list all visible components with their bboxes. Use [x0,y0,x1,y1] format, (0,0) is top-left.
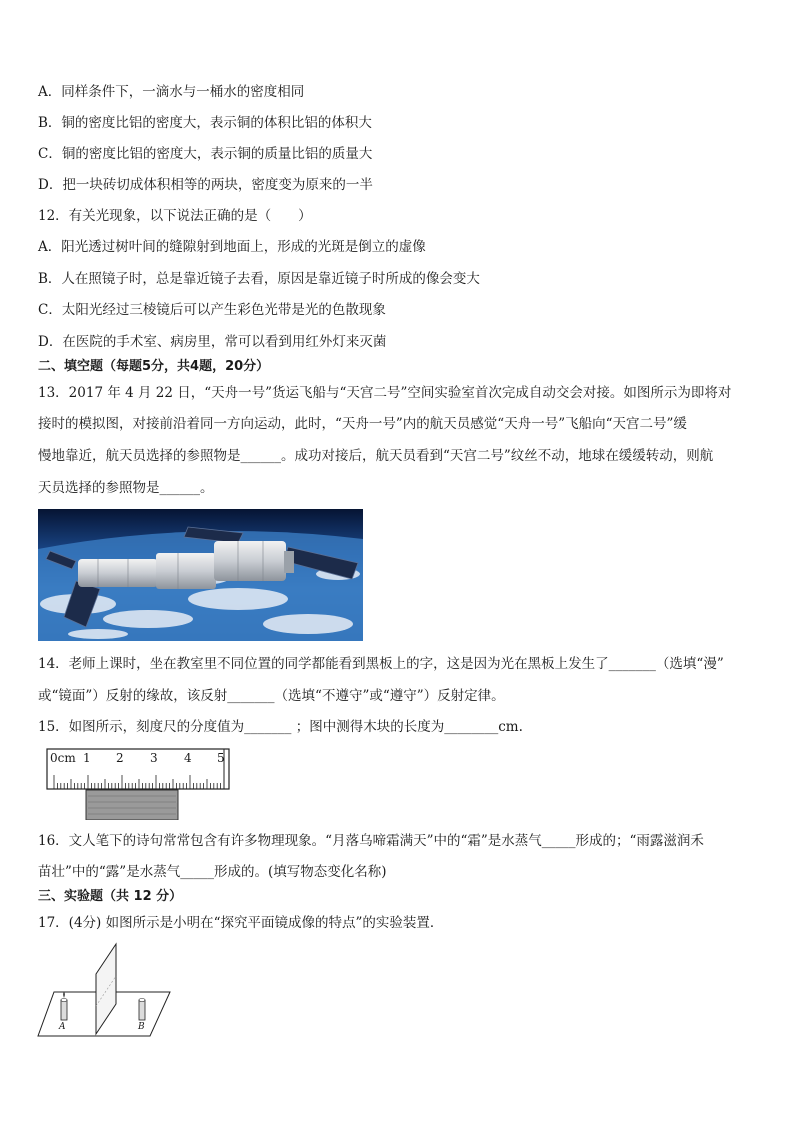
q12-option-b: B．人在照镜子时，总是靠近镜子去看，原因是靠近镜子时所成的像会变大 [38,271,480,287]
candle-b [139,1000,145,1020]
ruler-figure [46,748,232,820]
plane-mirror-drawing [36,942,176,1042]
ruler-label-5: 5 [217,751,225,765]
q13-line-3: 慢地靠近，航天员选择的参照物是______。成功对接后，航天员看到“天宫二号”纹丝不动，地球在缓缓转动，则航 [38,448,714,464]
plane-mirror-figure [36,942,176,1042]
candle-a-top [61,999,67,1002]
q17-stem: 17．(4分) 如图所示是小明在“探究平面镜成像的特点”的实验装置． [38,915,444,931]
q11-option-c: C．铜的密度比铝的密度大，表示铜的质量比铝的质量大 [38,146,373,162]
ruler-label-2: 2 [116,751,124,765]
q14-line-2: 或“镜面”）反射的缘故，该反射_______（选填“不遵守”或“遵守”）反射定律。 [38,688,505,704]
spacecraft-docking-image [38,509,363,641]
q14-line-1: 14．老师上课时，坐在教室里不同位置的同学都能看到黑板上的字，这是因为光在黑板上发生了_______（选填“漫” [38,656,724,672]
ruler-label-1: 1 [83,751,91,765]
label-a: A [59,1022,66,1032]
candle-b-top [139,999,145,1002]
q12-stem: 12．有关光现象，以下说法正确的是（ ） [38,208,312,224]
docking-module [156,553,216,589]
q12-option-c: C．太阳光经过三棱镜后可以产生彩色光带是光的色散现象 [38,302,386,318]
tiangong-module [214,541,286,581]
label-b: B [138,1022,145,1032]
candle-a [61,1000,67,1020]
section-fill-blank-title: 二、填空题（每题5分，共4题，20分） [38,359,270,374]
ruler-label-0: 0cm [50,751,76,765]
q12-option-a: A．阳光透过树叶间的缝隙射到地面上，形成的光斑是倒立的虚像 [38,239,426,255]
q13-line-1: 13．2017 年 4 月 22 日，“天舟一号”货运飞船与“天宫二号”空间实验室首次完成自动交会对接。如图所示为即将对 [38,385,732,401]
tianzhou-module [78,559,158,587]
ruler-label-4: 4 [184,751,192,765]
q12-option-d: D．在医院的手术室、病房里，常可以看到用红外灯来灭菌 [38,334,387,350]
q15-stem: 15．如图所示，刻度尺的分度值为_______ ；图中测得木块的长度为________cm. [38,719,523,735]
module-end-cap [284,551,294,573]
q13-line-2: 接时的模拟图，对接前沿着同一方向运动，此时，“天舟一号”内的航天员感觉“天舟一号”飞船向“天宫二号”缓 [38,416,687,432]
glass-plate [96,944,116,1034]
q16-line-2: 苗壮”中的“露”是水蒸气_____形成的。(填写物态变化名称) [38,864,387,880]
q16-line-1: 16．文人笔下的诗句常常包含有许多物理现象。“月落乌啼霜满天”中的“霜”是水蒸气_____形成的；“雨露滋润禾 [38,833,704,849]
q11-option-a: A．同样条件下，一滴水与一桶水的密度相同 [38,84,305,100]
q11-option-b: B．铜的密度比铝的密度大，表示铜的体积比铝的体积大 [38,115,372,131]
q11-option-d: D．把一块砖切成体积相等的两块，密度变为原来的一半 [38,177,373,193]
section-experiment-title: 三、实验题（共 12 分） [38,889,183,904]
ruler-label-3: 3 [150,751,158,765]
q13-line-4: 天员选择的参照物是______。 [38,480,214,496]
wooden-block [86,790,178,820]
